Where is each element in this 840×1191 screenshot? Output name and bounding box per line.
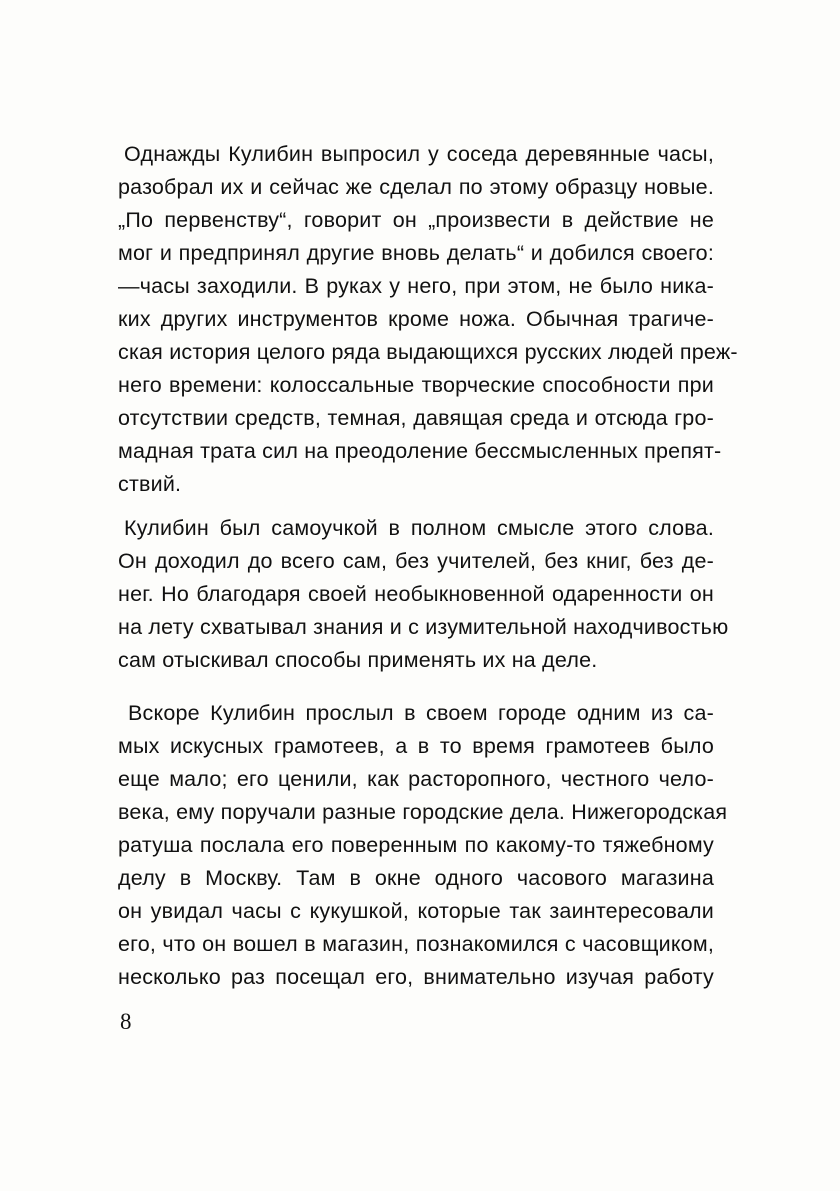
text-line: мадная трата сил на преодоление бессмысленных препят-	[118, 439, 722, 463]
page-number: 8	[120, 1009, 132, 1034]
text-line: сам отыскивал способы применять их на деле.	[118, 648, 598, 672]
text-line: —часы заходили. В руках у него, при этом, не было ника-	[118, 274, 714, 298]
text-line: мог и предпринял другие вновь делать“ и добился своего:	[118, 241, 714, 265]
text-line: „По первенству“, говорит он „произвести в действие не	[118, 208, 714, 232]
text-line: его, что он вошел в магазин, познакомился с часовщиком,	[118, 932, 714, 956]
paragraph-2	[118, 512, 729, 677]
paragraph-3	[118, 697, 728, 994]
text-line: Вскоре Кулибин прослыл в своем городе одним из са-	[128, 701, 714, 725]
text-line: ких других инструментов кроме ножа. Обычная трагиче-	[118, 307, 714, 331]
text-line: Кулибин был самоучкой в полном смысле этого слова.	[124, 516, 714, 540]
text-line: делу в Москву. Там в окне одного часового магазина	[118, 866, 714, 890]
paragraph-1	[118, 138, 738, 501]
text-line: он увидал часы с кукушкой, которые так заинтересовали	[118, 899, 714, 923]
text-line: ратуша послала его поверенным по какому-то тяжебному	[118, 833, 714, 857]
text-line: мых искусных грамотеев, а в то время грамотеев было	[118, 734, 714, 758]
text-line: нег. Но благодаря своей необыкновенной одаренности он	[118, 582, 714, 606]
text-line: Однажды Кулибин выпросил у соседа деревянные часы,	[124, 142, 714, 166]
text-line: на лету схватывал знания и с изумительной находчивостью	[118, 615, 729, 639]
text-line: отсутствии средств, темная, давящая среда и отсюда гро-	[118, 406, 714, 430]
text-line: несколько раз посещал его, внимательно изучая работу	[118, 965, 714, 989]
text-line: ствий.	[118, 472, 182, 496]
text-line: разобрал их и сейчас же сделал по этому образцу новые.	[118, 175, 714, 199]
text-line: Он доходил до всего сам, без учителей, без книг, без де-	[118, 549, 714, 573]
text-line: века, ему поручали разные городские дела. Нижегородская	[118, 800, 728, 824]
text-line: еще мало; его ценили, как расторопного, честного чело-	[118, 767, 714, 791]
text-line: ская история целого ряда выдающихся русских людей преж-	[118, 340, 738, 364]
text-line: него времени: колоссальные творческие способности при	[118, 373, 714, 397]
